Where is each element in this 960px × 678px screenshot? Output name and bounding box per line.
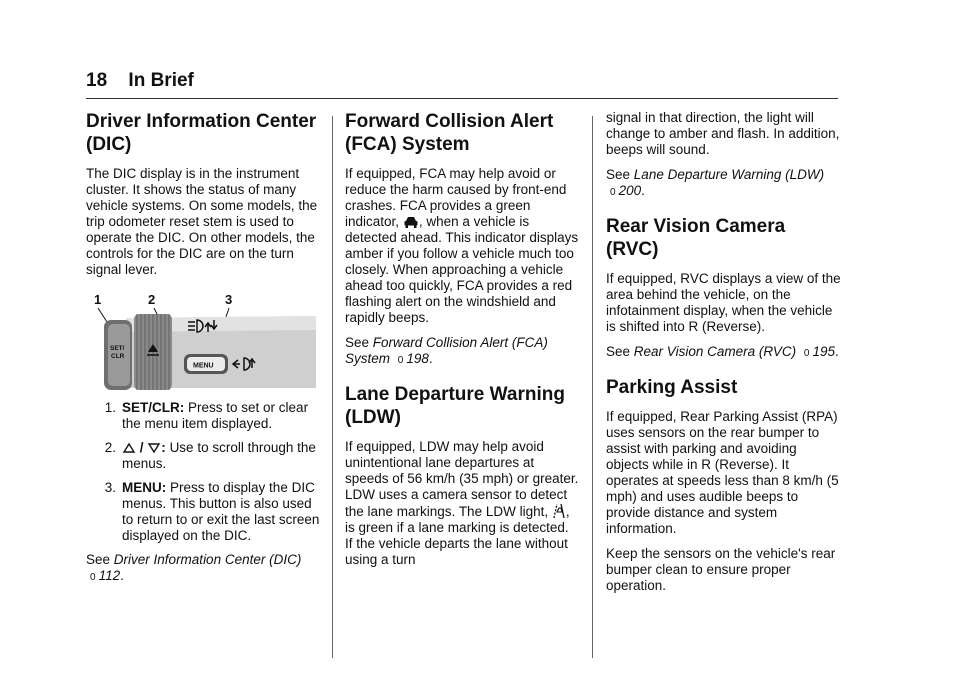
- rvc-reference-link[interactable]: Rear Vision Camera (RVC): [633, 344, 797, 359]
- ldw-text: If equipped, LDW may help avoid unintentional lane departures at speeds of 56 km/h (35 mph) or greater. LDW uses a camera sensor to detect the lane markings. The LDW light, , is green if a lane marking is detected. If the vehicle departs the lane without using a turn: [345, 439, 579, 567]
- page-number: 18: [86, 70, 108, 91]
- set-clr-label: SET/: [110, 345, 125, 352]
- column-3: [606, 110, 842, 603]
- fca-see-reference: See Forward Collision Alert (FCA) System 0 198.: [345, 335, 548, 366]
- scroll-separator: /: [139, 440, 144, 455]
- header-rule: [86, 98, 838, 99]
- callout-3: 3: [225, 292, 233, 307]
- dic-reference-link[interactable]: Driver Information Center (DIC): [113, 552, 302, 567]
- page-reference-icon: 0: [803, 348, 810, 359]
- ldw-see-reference: See Lane Departure Warning (LDW) 0 200.: [606, 167, 825, 198]
- callout-1: 1: [94, 292, 102, 307]
- column-divider-1: [332, 116, 333, 658]
- page-reference-icon: 0: [610, 187, 616, 198]
- ldw-continued-text: signal in that direction, the light will change to amber and flash. In addition, beeps will sound.: [606, 110, 840, 157]
- ldw-lane-icon: [552, 503, 566, 519]
- dic-see-reference: See Driver Information Center (DIC) 0 112.: [86, 552, 302, 583]
- column-2: [345, 110, 579, 577]
- page-reference-icon: 0: [397, 355, 404, 366]
- page-reference-icon: 0: [90, 572, 96, 583]
- rvc-text: If equipped, RVC displays a view of the area behind the vehicle, on the infotainment display, when the vehicle is shifted into R (Reverse).: [606, 271, 841, 334]
- section-title: In Brief: [128, 70, 194, 91]
- set-clr-label-text: SET/CLR:: [122, 400, 185, 415]
- column-divider-2: [592, 116, 593, 658]
- fca-vehicle-ahead-icon: [403, 215, 419, 229]
- rvc-see-reference: See Rear Vision Camera (RVC) 0 195.: [606, 344, 839, 359]
- svg-text:CLR: CLR: [111, 353, 125, 360]
- list-item: 3. MENU: Press to display the DIC menus. This button is also used to return to or exit the last screen displayed on the DIC.: [104, 480, 320, 543]
- scroll-up-icon: [122, 441, 136, 455]
- fca-heading: Forward Collision Alert (FCA) System: [345, 111, 554, 155]
- ldw-reference-link[interactable]: Lane Departure Warning (LDW): [633, 167, 825, 182]
- dic-lever-illustration: [86, 290, 316, 390]
- parking-assist-heading: Parking Assist: [606, 377, 738, 398]
- parking-assist-text: If equipped, Rear Parking Assist (RPA) uses sensors on the rear bumper to assist with parking and avoiding objects while in R (Reverse). It operates at speeds less than 8 km/h (5 mph) and uses audible beeps to provide distance and system information.: [606, 409, 839, 536]
- list-item: 2. / : Use to scroll through the menus.: [104, 440, 316, 471]
- column-1: [86, 110, 320, 595]
- callout-2: 2: [148, 292, 156, 307]
- parking-assist-text-2: Keep the sensors on the vehicle's rear bumper clean to ensure proper operation.: [606, 546, 836, 593]
- menu-label-text: MENU:: [122, 480, 167, 495]
- menu-button-label: MENU: [193, 362, 214, 370]
- dic-heading: Driver Information Center (DIC): [86, 111, 317, 155]
- scroll-down-icon: [147, 441, 161, 455]
- rvc-heading: Rear Vision Camera (RVC): [606, 216, 786, 260]
- page-header: [86, 70, 194, 92]
- fca-text: If equipped, FCA may help avoid or reduce the harm caused by front-end crashes. FCA provides a green indicator, , when a vehicle is detected ahead. This indicator displays amber if you follow a vehicle much too closely. When approaching a vehicle ahead too quickly, FCA provides a red flashing alert on the windshield and rapidly beeps.: [345, 166, 579, 325]
- dic-intro: The DIC display is in the instrument cluster. It shows the status of many vehicle systems. On some models, the trip odometer reset stem is used to operate the DIC. On other models, the controls for the DIC are on the turn signal lever.: [86, 166, 318, 277]
- list-item: 1. SET/CLR: Press to set or clear the menu item displayed.: [104, 400, 309, 431]
- dic-controls-list: [86, 400, 320, 544]
- fca-reference-link[interactable]: Forward Collision Alert (FCA) System: [345, 335, 548, 366]
- ldw-heading: Lane Departure Warning (LDW): [345, 384, 565, 428]
